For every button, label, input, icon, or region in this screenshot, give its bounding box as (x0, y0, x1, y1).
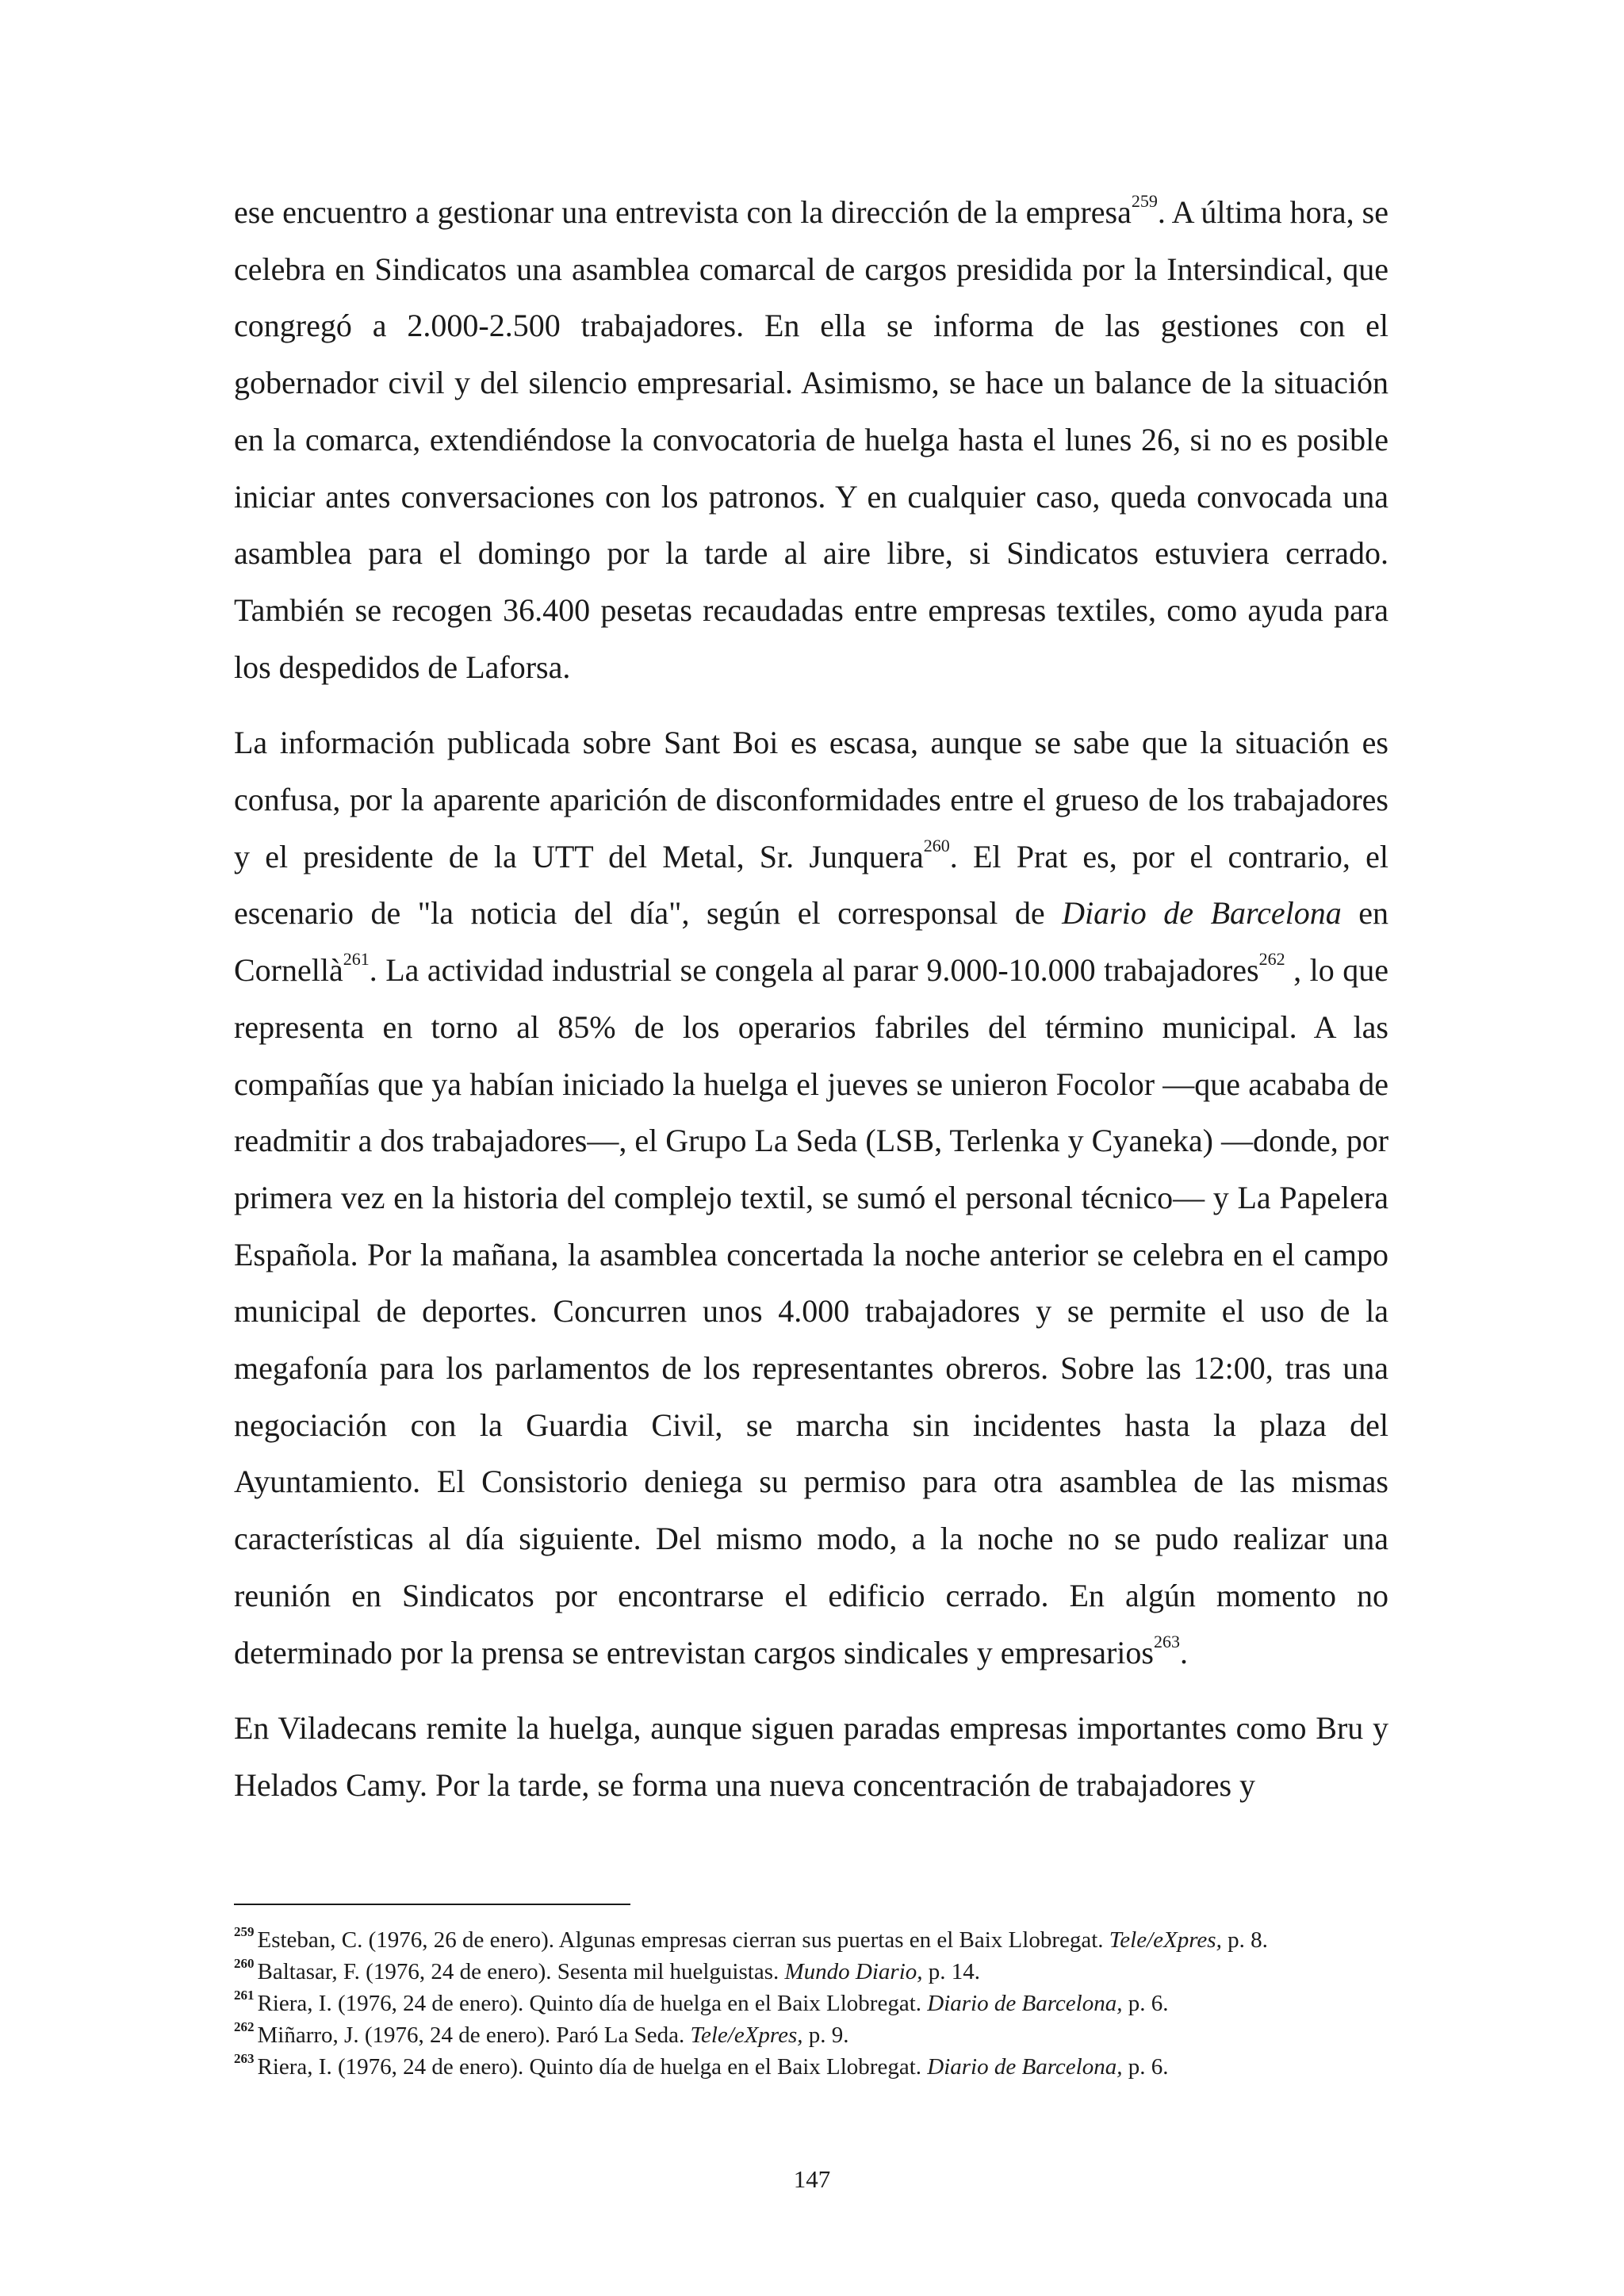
italic-text: Diario de Barcelona, (927, 2054, 1123, 2080)
footnotes-section (234, 1904, 1388, 2084)
footnote (234, 1957, 1388, 1987)
footnote (234, 1989, 1388, 2019)
footnote (234, 2050, 1388, 2082)
footnote-reference: 259 (1131, 191, 1158, 212)
text-run: Esteban, C. (1976, 26 de enero). Algunas empresas cierran sus puertas en el Baix Llobregat. (257, 1927, 1109, 1953)
footnote-number: 261 (234, 1987, 255, 2003)
text-run: p. 6. (1122, 2054, 1169, 2080)
footnote (234, 1923, 1388, 1955)
footnote-text (258, 1959, 981, 1984)
document-page (234, 184, 1388, 1833)
paragraph (234, 184, 1388, 695)
text-run: Riera, I. (1976, 24 de enero). Quinto día de huelga en el Baix Llobregat. (257, 2054, 928, 2080)
text-run: en Cornellà (234, 895, 1388, 989)
page-number: 147 (793, 2165, 831, 2193)
text-run: En Viladecans remite la huelga, aunque siguen paradas empresas importantes como Bru y Helados Camy. Por la tarde, se forma una nueva concentración de trabajadores y (234, 1710, 1388, 1803)
text-run: p. 6. (1122, 1991, 1169, 2016)
text-run: p. 9. (802, 2022, 849, 2048)
footnote-number: 260 (234, 1955, 255, 1971)
footnote-text (258, 2054, 1169, 2080)
italic-text: Diario de Barcelona (1062, 895, 1342, 932)
footnote-reference: 262 (1258, 949, 1285, 970)
footnote-reference: 263 (1153, 1631, 1180, 1651)
footnote-reference: 261 (343, 949, 370, 970)
footnote-number: 262 (234, 2019, 255, 2034)
body-text (234, 184, 1388, 1814)
footnote-text (258, 1991, 1169, 2016)
italic-text: Diario de Barcelona, (927, 1991, 1123, 2016)
text-run: Riera, I. (1976, 24 de enero). Quinto día de huelga en el Baix Llobregat. (257, 1991, 928, 2016)
footnote-reference: 260 (923, 835, 950, 855)
text-run: La información publicada sobre Sant Boi es escasa, aunque se sabe que la situación es confusa, por la aparente aparición de disconformidades entre el grueso de los trabajadores y el presidente de la UTT del Metal, Sr. Junquera (234, 725, 1388, 874)
text-run: ese encuentro a gestionar una entrevista con la dirección de la empresa (234, 194, 1132, 230)
italic-text: Mundo Diario, (784, 1959, 923, 1984)
text-run: p. 8. (1221, 1927, 1268, 1953)
text-run: . El Prat es, por el contrario, el escenario de "la noticia del día", según el corresponsal de (234, 838, 1388, 932)
text-run: p. 14. (922, 1959, 980, 1984)
italic-text: Tele/eXpres, (690, 2022, 803, 2048)
text-run: . A última hora, se celebra en Sindicatos una asamblea comarcal de cargos presidida por la Intersindical, que congregó a 2.000-2.500 trabajadores. En ella se informa de las gestiones con el gobernador civil y del silencio empresarial. Asimismo, se hace un balance de la situación en la comarca, extendiéndose la convocatoria de huelga hasta el lunes 26, si no es posible iniciar antes conversaciones con los patronos. Y en cualquier caso, queda convocada una asamblea para el domingo por la tarde al aire libre, si Sindicatos estuviera cerrado. También se recogen 36.400 pesetas recaudadas entre empresas textiles, como ayuda para los despedidos de Laforsa. (234, 194, 1389, 685)
text-run: , lo que representa en torno al 85% de los operarios fabriles del término municipal. A las compañías que ya habían iniciado la huelga el jueves se unieron Focolor —que acababa de readmitir a dos trabajadores—, el Grupo La Seda (LSB, Terlenka y Cyaneka) —donde, por primera vez en la historia del complejo textil, se sumó el personal técnico— y La Papelera Española. Por la mañana, la asamblea concertada la noche anterior se celebra en el campo municipal de deportes. Concurren unos 4.000 trabajadores y se permite el uso de la megafonía para los parlamentos de los representantes obreros. Sobre las 12:00, tras una negociación con la Guardia Civil, se marcha sin incidentes hasta la plaza del Ayuntamiento. El Consistorio deniega su permiso para otra asamblea de las mismas características al día siguiente. Del mismo modo, a la noche no se pudo realizar una reunión en Sindicatos por encontrarse el edificio cerrado. En algún momento no determinado por la prensa se entrevistan cargos sindicales y empresarios (234, 952, 1389, 1670)
text-run: . (1179, 1634, 1188, 1670)
footnote (234, 2021, 1388, 2050)
footnote-number: 259 (234, 1923, 255, 1939)
paragraph (234, 714, 1388, 1681)
footnote-separator (234, 1904, 630, 1905)
text-run: Miñarro, J. (1976, 24 de enero). Paró La Seda. (257, 2022, 691, 2048)
footnote-text (258, 2022, 849, 2048)
footnote-number: 263 (234, 2050, 255, 2066)
text-run: . La actividad industrial se congela al parar 9.000-10.000 trabajadores (369, 952, 1259, 989)
italic-text: Tele/eXpres, (1109, 1927, 1222, 1953)
footnote-text (258, 1927, 1268, 1953)
paragraph (234, 1700, 1388, 1813)
text-run: Baltasar, F. (1976, 24 de enero). Sesenta mil huelguistas. (257, 1959, 785, 1984)
